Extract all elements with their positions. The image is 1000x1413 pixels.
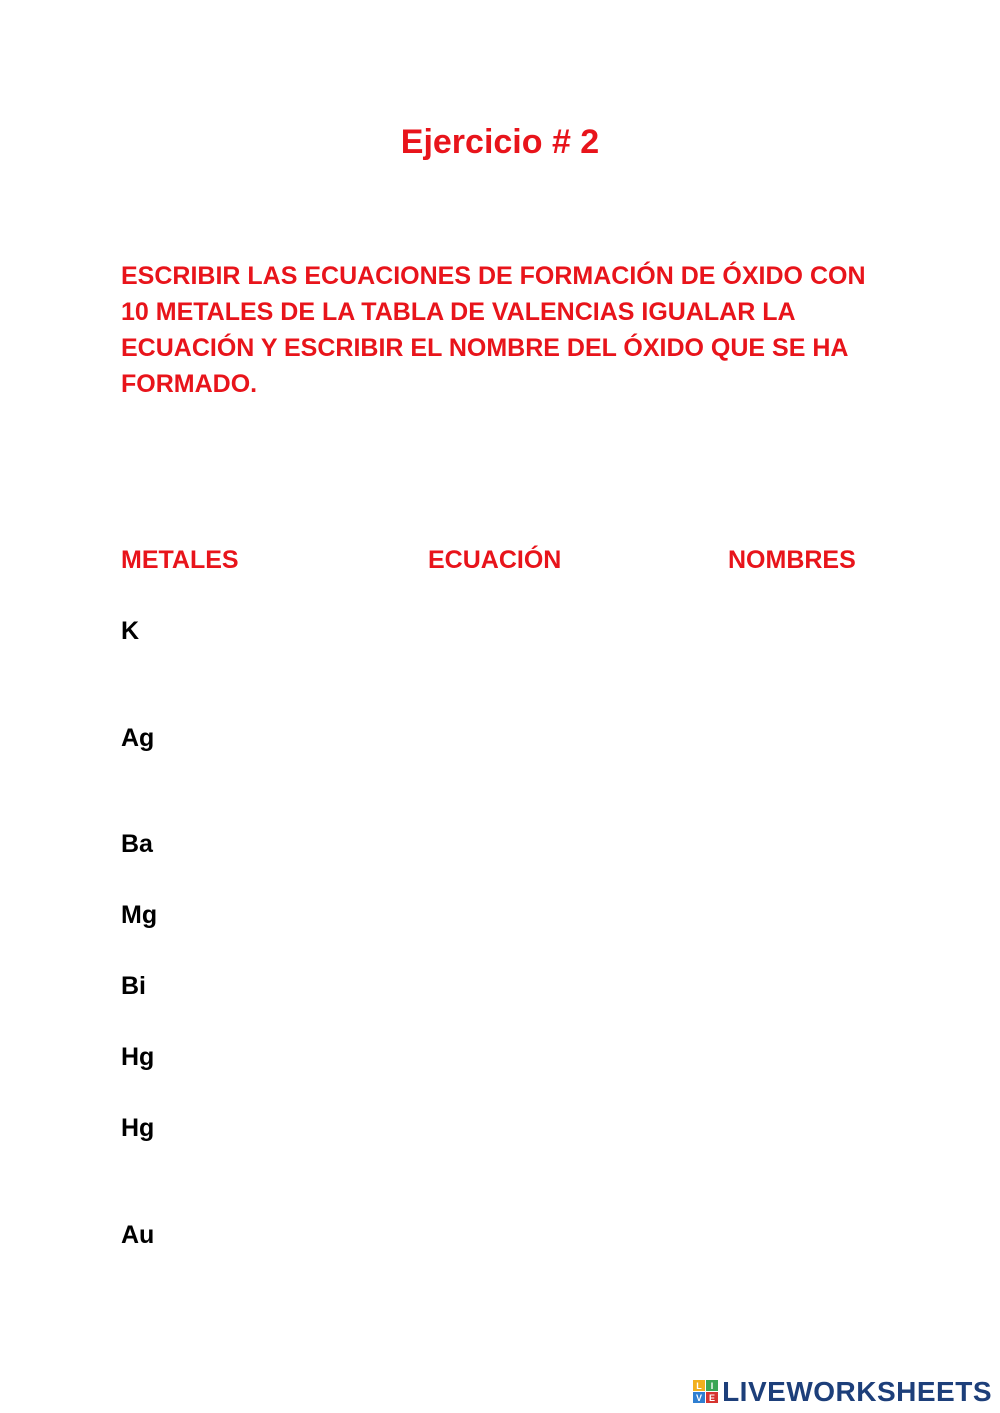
metal-label: Hg [121, 1114, 155, 1142]
metal-label: Bi [121, 972, 146, 1000]
metal-label: Mg [121, 901, 158, 929]
metal-label: Hg [121, 1043, 155, 1071]
svg-text:E: E [709, 1393, 716, 1403]
svg-text:I: I [710, 1381, 714, 1391]
column-header-nombres: NOMBRES [728, 546, 856, 574]
liveworksheets-logo-icon [693, 1380, 719, 1404]
svg-text:L: L [696, 1381, 702, 1391]
metal-label: Ba [121, 830, 153, 858]
watermark-text: LIVEWORKSHEETS [722, 1376, 992, 1407]
metal-label: Ag [121, 724, 155, 752]
liveworksheets-watermark [693, 1377, 992, 1407]
metal-label: K [121, 617, 140, 645]
instructions-text: ESCRIBIR LAS ECUACIONES DE FORMACIÓN DE ÓXIDO CON 10 METALES DE LA TABLA DE VALENCIAS IGUALAR LA ECUACIÓN Y ESCRIBIR EL NOMBRE DEL ÓXIDO QUE SE HA FORMADO. [121, 262, 866, 398]
column-header-metales: METALES [121, 546, 239, 574]
column-header-ecuacion: ECUACIÓN [428, 546, 562, 574]
svg-text:V: V [696, 1393, 703, 1403]
page-title: Ejercicio # 2 [400, 123, 600, 161]
metal-label: Au [121, 1221, 155, 1249]
